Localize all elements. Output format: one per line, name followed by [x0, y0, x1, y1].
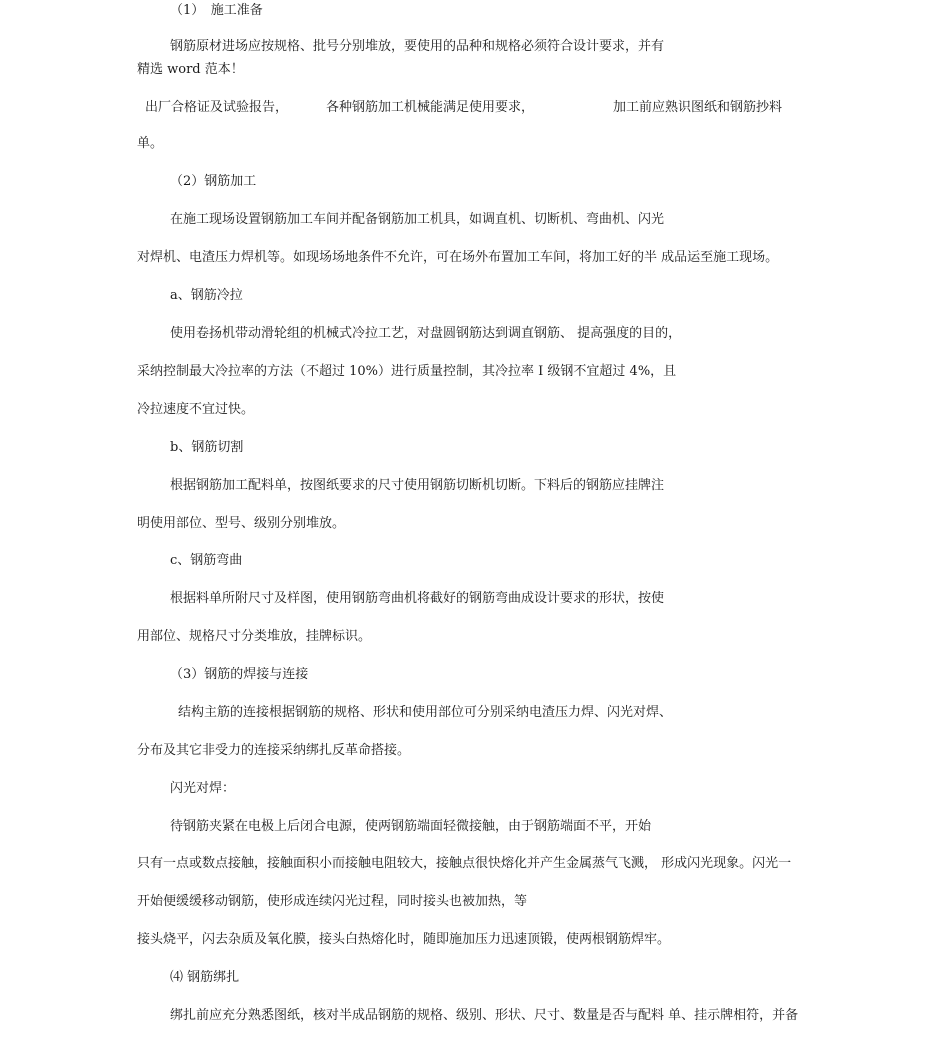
paragraph-line: 根据料单所附尺寸及样图，使用钢筋弯曲机将截好的钢筋弯曲成设计要求的形状，按使: [170, 591, 665, 606]
paragraph-line: 冷拉速度不宜过快。: [137, 402, 255, 417]
heading-flash-butt-welding: 闪光对焊：: [170, 781, 236, 796]
paragraph-line: 出厂合格证及试验报告，: [145, 100, 289, 115]
paragraph-line: 根据钢筋加工配料单，按图纸要求的尺寸使用钢筋切断机切断。下料后的钢筋应挂牌注: [170, 478, 665, 493]
paragraph-line: 加工前应熟识图纸和钢筋抄料: [613, 100, 783, 115]
heading-rebar-tying: ⑷ 钢筋绑扎: [170, 970, 240, 985]
paragraph-line: 开始便缓缓移动钢筋，使形成连续闪光过程，同时接头也被加热，等: [137, 894, 528, 909]
paragraph-line: 对焊机、电渣压力焊机等。如现场场地条件不允许，可在场外布置加工车间，将加工好的半 成品运至施工现场。: [137, 250, 779, 265]
footer-note: 精选 word 范本！: [137, 62, 244, 77]
paragraph-line: 钢筋原材进场应按规格、批号分别堆放，要使用的品种和规格必须符合设计要求，并有: [170, 39, 665, 54]
paragraph-line: 采纳控制最大冷拉率的方法（不超过 10%）进行质量控制，其冷拉率 I 级钢不宜超过 4%，且: [137, 364, 677, 379]
paragraph-line: 待钢筋夹紧在电极上后闭合电源，使两钢筋端面轻微接触，由于钢筋端面不平，开始: [170, 819, 652, 834]
heading-cold-drawing: a、钢筋冷拉: [170, 288, 243, 303]
heading-welding: （3）钢筋的焊接与连接: [170, 667, 309, 682]
paragraph-line: 使用卷扬机带动滑轮组的机械式冷拉工艺，对盘圆钢筋达到调直钢筋、 提高强度的目的，: [170, 326, 682, 341]
heading-construction-prep: （1） 施工准备: [170, 3, 263, 18]
heading-bending: c、钢筋弯曲: [170, 553, 243, 568]
paragraph-line: 单。: [137, 136, 164, 151]
paragraph-line: 分布及其它非受力的连接采纳绑扎反革命搭接。: [137, 743, 411, 758]
paragraph-line: 在施工现场设置钢筋加工车间并配备钢筋加工机具，如调直机、切断机、弯曲机、闪光: [170, 212, 665, 227]
paragraph-line: 各种钢筋加工机械能满足使用要求，: [326, 100, 535, 115]
heading-cutting: b、钢筋切割: [170, 440, 244, 455]
paragraph-line: 绑扎前应充分熟悉图纸，核对半成品钢筋的规格、级别、形状、尺寸、数量是否与配料 单、挂示牌相符，并备: [170, 1008, 799, 1023]
paragraph-line: 只有一点或数点接触，接触面积小而接触电阻较大，接触点很快熔化并产生金属蒸气飞溅， 形成闪光现象。闪光一: [137, 856, 792, 871]
heading-rebar-processing: （2）钢筋加工: [170, 174, 257, 189]
paragraph-line: 用部位、规格尺寸分类堆放，挂牌标识。: [137, 629, 372, 644]
paragraph-line: 接头烧平，闪去杂质及氧化膜，接头白热熔化时，随即施加压力迅速顶锻，使两根钢筋焊牢。: [137, 932, 671, 947]
paragraph-line: 结构主筋的连接根据钢筋的规格、形状和使用部位可分别采纳电渣压力焊、闪光对焊、: [178, 705, 673, 720]
paragraph-line: 明使用部位、型号、级别分别堆放。: [137, 516, 346, 531]
